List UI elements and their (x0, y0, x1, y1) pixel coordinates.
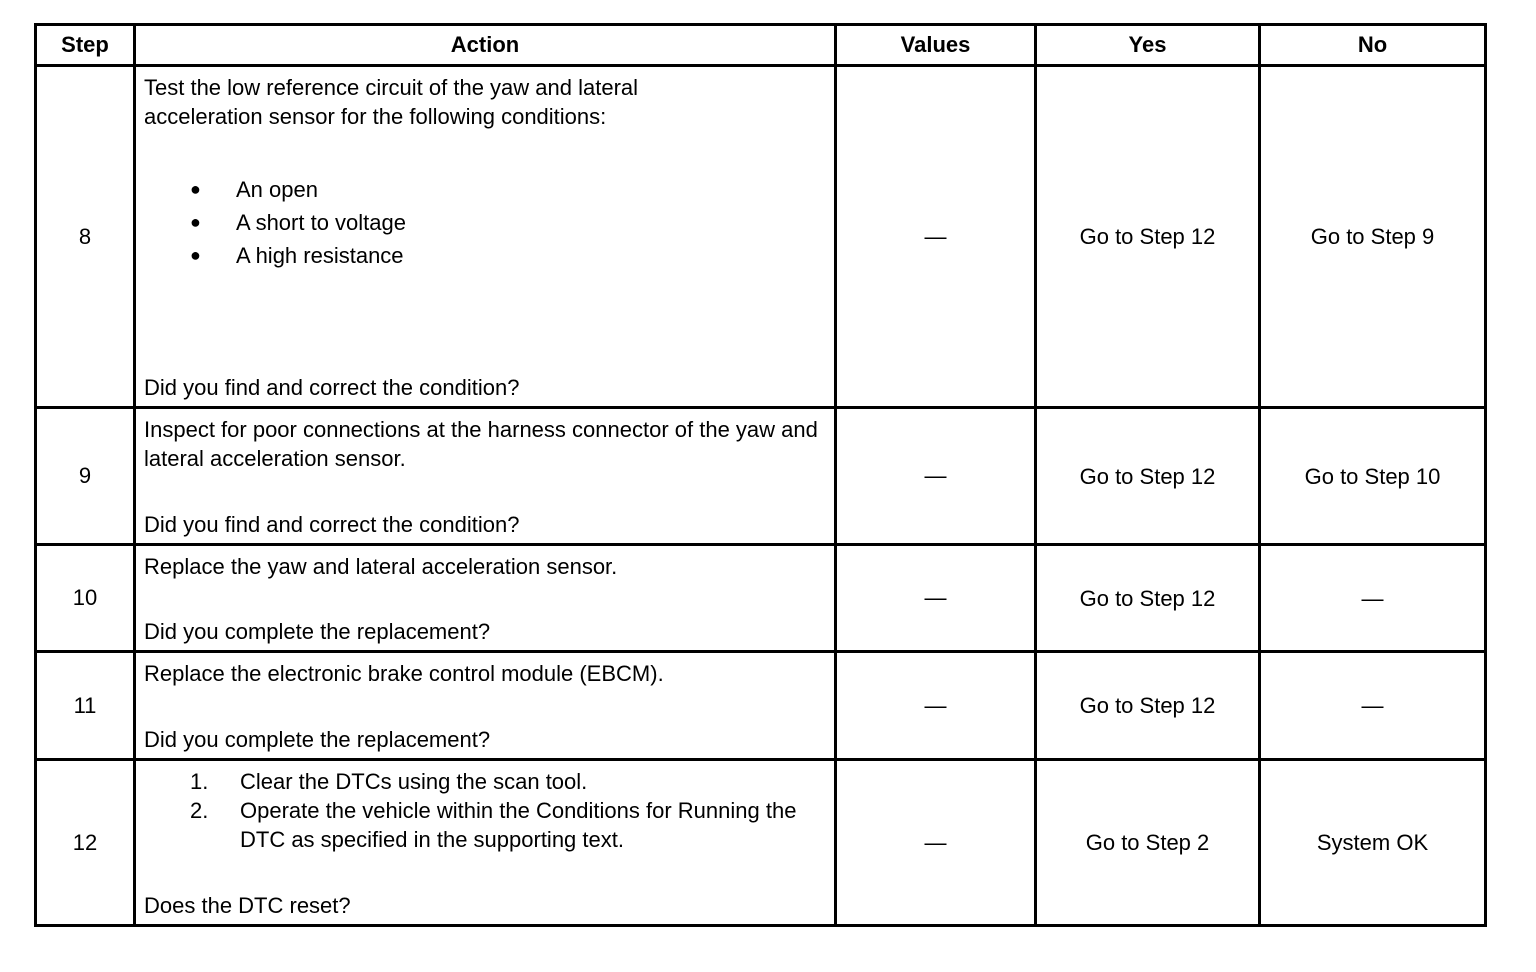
table-row (36, 408, 1486, 545)
table-row (36, 652, 1486, 760)
values-cell: — (836, 760, 1036, 926)
action-question: Did you find and correct the condition? (144, 375, 520, 400)
action-question: Does the DTC reset? (144, 893, 351, 918)
diagnostic-table (34, 23, 1487, 927)
list-item: ● A high resistance (190, 239, 406, 272)
list-number: 1. (190, 769, 209, 794)
action-cell (135, 760, 836, 926)
values-cell: — (836, 545, 1036, 652)
list-item: 1. Clear the DTCs using the scan tool. (190, 769, 588, 794)
yes-cell: Go to Step 2 (1036, 760, 1260, 926)
table-row (36, 760, 1486, 926)
no-cell: — (1260, 545, 1486, 652)
action-text: Test the low reference circuit of the yaw and lateral acceleration sensor for the following conditions: (144, 75, 639, 129)
list-item: ● A short to voltage (190, 206, 406, 239)
values-cell: — (836, 652, 1036, 760)
action-question: Did you find and correct the condition? (144, 512, 520, 537)
procedure-list (190, 767, 830, 854)
header-row (36, 25, 1486, 66)
values-cell: — (836, 66, 1036, 408)
action-cell (135, 66, 836, 408)
header-action: Action (135, 25, 836, 66)
step-number: 12 (36, 760, 135, 926)
table-row (36, 66, 1486, 408)
bullet-icon: ● (190, 179, 201, 199)
action-cell (135, 652, 836, 760)
yes-cell: Go to Step 12 (1036, 545, 1260, 652)
step-number: 8 (36, 66, 135, 408)
action-question: Did you complete the replacement? (144, 619, 491, 644)
bullet-icon: ● (190, 212, 201, 232)
step-number: 9 (36, 408, 135, 545)
step-number: 10 (36, 545, 135, 652)
step-number: 11 (36, 652, 135, 760)
no-cell: System OK (1260, 760, 1486, 926)
values-cell: — (836, 408, 1036, 545)
table-row (36, 545, 1486, 652)
list-number: 2. (190, 798, 209, 823)
header-values: Values (836, 25, 1036, 66)
no-cell: Go to Step 9 (1260, 66, 1486, 408)
action-text: Replace the yaw and lateral acceleration sensor. (144, 554, 618, 579)
header-no: No (1260, 25, 1486, 66)
yes-cell: Go to Step 12 (1036, 66, 1260, 408)
header-step: Step (36, 25, 135, 66)
action-text: Replace the electronic brake control module (EBCM). (144, 661, 664, 686)
no-cell: — (1260, 652, 1486, 760)
no-cell: Go to Step 10 (1260, 408, 1486, 545)
action-question: Did you complete the replacement? (144, 727, 491, 752)
list-item: 2. Operate the vehicle within the Conditions for Running the DTC as specified in the supporting text. (190, 798, 797, 852)
action-cell (135, 545, 836, 652)
yes-cell: Go to Step 12 (1036, 652, 1260, 760)
list-item: ● An open (190, 173, 406, 206)
bullet-icon: ● (190, 245, 201, 265)
yes-cell: Go to Step 12 (1036, 408, 1260, 545)
header-yes: Yes (1036, 25, 1260, 66)
action-text: Inspect for poor connections at the harness connector of the yaw and lateral acceleration sensor. (144, 417, 818, 471)
condition-list (190, 173, 406, 272)
action-cell (135, 408, 836, 545)
